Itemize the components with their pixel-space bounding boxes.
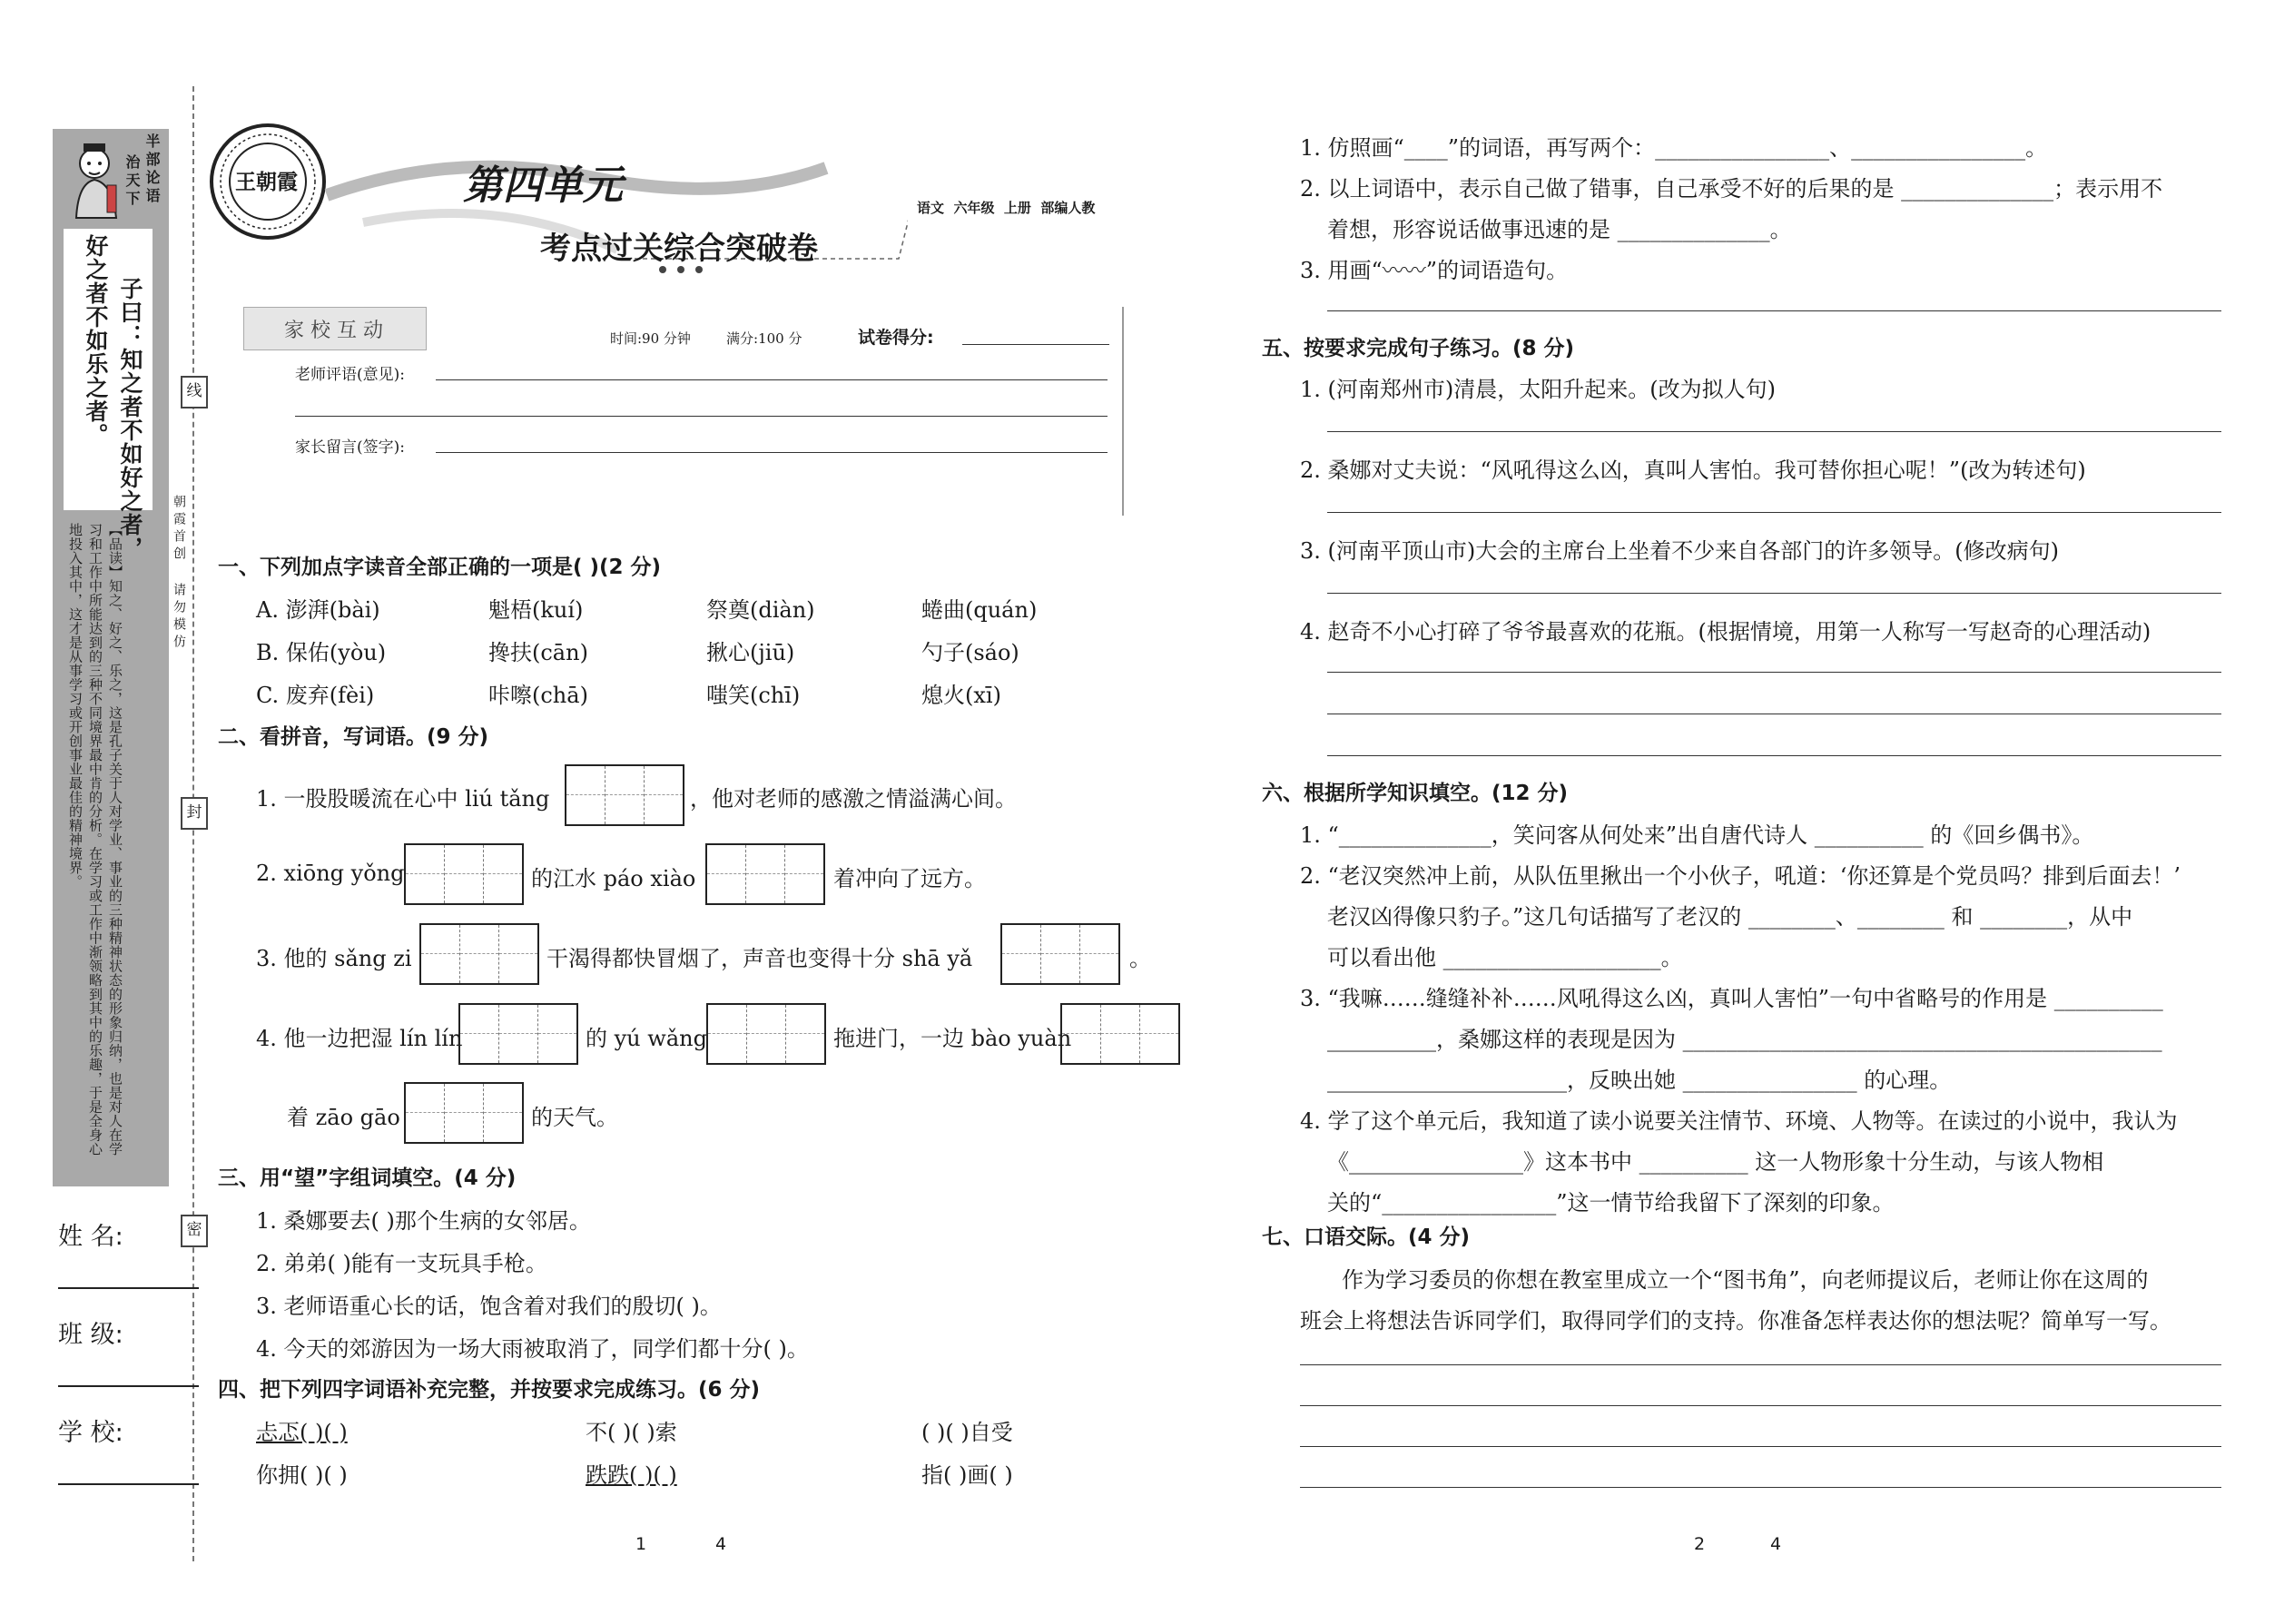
option-a-3: 祭奠(diàn) (706, 597, 815, 623)
section-2-title: 二、看拼音，写词语。(9 分) (218, 725, 489, 749)
option-c-4: 熄火(xī) (921, 683, 1001, 708)
reading-commentary: 【品读】知之、好之、乐之，这是孔子关于人对学业、事业的三种精神状态的形象归纳，也是对人在学习和工作中所能达到的三种不同境界最中肯的分析。在学习或工作中渐领略到其中的乐趣，于是全身心地投入其中，这才是从事学习或开创事业最佳的精神境界。 (67, 523, 123, 1156)
confucius-illustration (60, 136, 133, 222)
score-label: 试卷得分: (858, 328, 934, 348)
s7-answer-line-3[interactable] (1300, 1446, 2221, 1447)
s2-q3-prefix: 3. 他的 sǎng zi (256, 946, 412, 971)
s2-q2-suffix: 着冲向了远方。 (833, 866, 986, 891)
s2-q2-mid: 的江水 páo xiào (531, 866, 696, 891)
s5-item-2-line[interactable] (1327, 512, 2221, 513)
s4-q2-line-1: 2. 以上词语中，表示自己做了错事，自己承受不好的后果的是 ______________；表示用不 (1300, 176, 2163, 202)
s6-line-9: 《________________》这本书中 __________ 这一人物形象十分生动，与该人物相 (1327, 1149, 2104, 1175)
class-label: 班 级: (58, 1321, 123, 1349)
teacher-comment-line-2[interactable] (295, 416, 1108, 417)
name-label: 姓 名: (58, 1223, 123, 1251)
s3-item-3: 3. 老师语重心长的话，饱含着对我们的殷切( )。 (256, 1294, 722, 1319)
s6-line-7: ______________________，反映出她 ________________ 的心理。 (1327, 1068, 1952, 1093)
school-label: 学 校: (58, 1419, 123, 1447)
left-page-number: 1 (635, 1534, 647, 1554)
s6-line-3: 老汉凶得像只豹子。”这几句话描写了老汉的 ________、________ 和 ________，从中 (1327, 904, 2133, 930)
pinyin-box-yuwang[interactable] (706, 1003, 826, 1065)
option-b-4: 勺子(sáo) (921, 640, 1019, 665)
seal-char-secret: 密 (181, 1215, 208, 1247)
s5-item-1: 1. (河南郑州市)清晨，太阳升起来。(改为拟人句) (1300, 377, 1776, 402)
option-c-1: C. 废弃(fèi) (256, 683, 375, 708)
s2-q3-mid: 干渴得都快冒烟了，声音也变得十分 shā yǎ (546, 946, 973, 971)
s4-q2-line-2: 着想，形容说话做事迅速的是 ______________。 (1327, 217, 1792, 242)
idiom-6: 指( )画( ) (921, 1462, 1013, 1488)
s5-item-1-line[interactable] (1327, 431, 2221, 432)
logo-text: 王朝霞 (235, 170, 298, 194)
s6-line-2: 2. “老汉突然冲上前，从队伍里揪出一个小伙子，吼道：‘你还算是个党员吗？排到后面去！’ (1300, 863, 2181, 889)
s2-q5-suffix: 的天气。 (531, 1105, 618, 1130)
option-c-2: 咔嚓(chā) (488, 683, 588, 708)
pinyin-box-xiongyong[interactable] (404, 843, 524, 905)
s2-q1-suffix: ，他对老师的感激之情溢满心间。 (690, 786, 1017, 812)
s5-item-3-line[interactable] (1327, 593, 2221, 594)
idiom-4: 你拥( )( ) (256, 1462, 348, 1488)
exam-subtitle: 考点过关综合突破卷 (540, 231, 818, 267)
teacher-comment-line-1[interactable] (436, 379, 1108, 380)
s3-item-2: 2. 弟弟( )能有一支玩具手枪。 (256, 1251, 547, 1276)
banner-label: 家 校 互 动 (284, 320, 383, 342)
brand-vertical-text: 朝霞首创 请勿模仿 (172, 495, 186, 652)
option-b-3: 揪心(jiū) (706, 640, 795, 665)
section-3-title: 三、用“望”字组词填空。(4 分) (218, 1166, 517, 1190)
pinyin-box-zaogao[interactable] (404, 1082, 524, 1144)
parent-comment-line[interactable] (436, 452, 1108, 453)
s2-q1-prefix: 1. 一股股暖流在心中 liú tǎng (256, 786, 550, 812)
s6-line-1: 1. “______________，笑问客从何处来”出自唐代诗人 __________ 的《回乡偶书》。 (1300, 822, 2094, 848)
motto-column-1: 半部论语 (143, 133, 161, 206)
confucius-quote-line-1: 子曰：知之者不如好之者， (117, 277, 143, 560)
seal-char-seal: 封 (181, 797, 208, 830)
idiom-1: 忐忑( )( ) (256, 1420, 348, 1445)
school-field[interactable] (58, 1412, 199, 1485)
parent-comment-label: 家长留言(签字): (295, 438, 405, 457)
s2-q4-prefix: 4. 他一边把湿 lín lín (256, 1026, 463, 1051)
option-a-2: 魁梧(kuí) (488, 597, 584, 623)
s5-item-2: 2. 桑娜对丈夫说：“风吼得这么凶，真叫人害怕。我可替你担心呢！”(改为转述句) (1300, 458, 2086, 483)
section-7-title: 七、口语交际。(4 分) (1262, 1225, 1471, 1249)
s4-q3-answer-line[interactable] (1327, 310, 2221, 311)
s7-answer-line-1[interactable] (1300, 1364, 2221, 1365)
idiom-3: ( )( )自受 (921, 1420, 1013, 1445)
s7-answer-line-2[interactable] (1300, 1405, 2221, 1406)
s2-q2-prefix: 2. xiōng yǒng (256, 861, 405, 886)
seal-char-line: 线 (181, 376, 208, 408)
s6-line-4: 可以看出他 ____________________。 (1327, 945, 1683, 970)
full-score: 满分:100 分 (726, 330, 802, 347)
s5-item-4-line-1[interactable] (1327, 672, 2221, 673)
name-field[interactable] (58, 1216, 199, 1289)
publisher-logo (204, 118, 331, 245)
s6-line-5: 3. “我嘛……缝缝补补……风吼得这么凶，真叫人害怕”一句中省略号的作用是 __________ (1300, 986, 2163, 1011)
left-page-total: 4 (715, 1534, 727, 1554)
s7-prompt-1: 作为学习委员的你想在教室里成立一个“图书角”，向老师提议后，老师让你在这周的 (1342, 1267, 2149, 1293)
class-field[interactable] (58, 1314, 199, 1387)
score-blank[interactable] (962, 344, 1109, 345)
section-5-title: 五、按要求完成句子练习。(8 分) (1262, 337, 1575, 360)
s5-item-3: 3. (河南平顶山市)大会的主席台上坐着不少来自各部门的许多领导。(修改病句) (1300, 538, 2059, 564)
motto-column-2: 治天下 (123, 154, 141, 209)
unit-title: 第四单元 (463, 162, 623, 209)
teacher-comment-label: 老师评语(意见): (295, 366, 405, 384)
section-1-title: 一、下列加点字读音全部正确的一项是( )(2 分) (218, 556, 662, 579)
option-b-1: B. 保佑(yòu) (256, 640, 387, 665)
s4-q1: 1. 仿照画“____”的词语，再写两个：________________、________________。 (1300, 135, 2048, 161)
s5-item-4: 4. 赵奇不小心打碎了爷爷最喜欢的花瓶。(根据情境，用第一人称写一写赵奇的心理活动) (1300, 619, 2151, 645)
s2-q4-mid: 的 yú wǎng (586, 1026, 707, 1051)
right-page-total: 4 (1770, 1534, 1782, 1554)
section-6-title: 六、根据所学知识填空。(12 分) (1262, 782, 1569, 805)
s3-item-1: 1. 桑娜要去( )那个生病的女邻居。 (256, 1208, 591, 1234)
s6-line-6: __________，桑娜这样的表现是因为 ____________________________________________ (1327, 1027, 2162, 1052)
right-page-number: 2 (1694, 1534, 1706, 1554)
pinyin-box-sangzi[interactable] (419, 923, 539, 985)
s4-q3: 3. 用画“〰〰”的词语造句。 (1300, 258, 1569, 283)
confucius-quote-line-2: 好之者不如乐之者。 (83, 234, 109, 447)
s2-q4-suffix: 拖进门，一边 bào yuàn (833, 1026, 1072, 1051)
s2-q5-prefix: 着 zāo gāo (287, 1105, 400, 1130)
option-c-3: 嗤笑(chī) (706, 683, 801, 708)
idiom-5: 跌跌( )( ) (586, 1462, 677, 1488)
section-4-title: 四、把下列四字词语补充完整，并按要求完成练习。(6 分) (218, 1378, 761, 1402)
pinyin-box-baoyuan[interactable] (1060, 1003, 1180, 1065)
s7-answer-line-4[interactable] (1300, 1487, 2221, 1488)
option-a-4: 蜷曲(quán) (921, 597, 1038, 623)
subject-tags: 语文 六年级 上册 部编人教 (917, 200, 1096, 216)
pinyin-box-shaya[interactable] (1000, 923, 1120, 985)
idiom-2: 不( )( )索 (586, 1420, 677, 1445)
s2-q3-suffix: 。 (1129, 946, 1151, 971)
s7-prompt-2: 班会上将想法告诉同学们，取得同学们的支持。你准备怎样表达你的想法呢？简单写一写。 (1300, 1308, 2171, 1334)
s6-line-8: 4. 学了这个单元后，我知道了读小说要关注情节、环境、人物等。在读过的小说中，我认为 (1300, 1108, 2178, 1134)
s3-item-4: 4. 今天的郊游因为一场大雨被取消了，同学们都十分( )。 (256, 1336, 809, 1362)
option-b-2: 搀扶(cān) (488, 640, 588, 665)
s5-item-4-line-3[interactable] (1327, 755, 2221, 756)
pinyin-box-liutang[interactable] (565, 764, 684, 826)
s6-line-10: 关的“________________”这一情节给我留下了深刻的印象。 (1327, 1190, 1895, 1216)
option-a-1: A. 澎湃(bài) (256, 597, 380, 623)
pinyin-box-paoxiao[interactable] (705, 843, 825, 905)
exam-time: 时间:90 分钟 (610, 330, 691, 347)
home-school-banner (243, 307, 427, 350)
pinyin-box-linlin[interactable] (458, 1003, 578, 1065)
